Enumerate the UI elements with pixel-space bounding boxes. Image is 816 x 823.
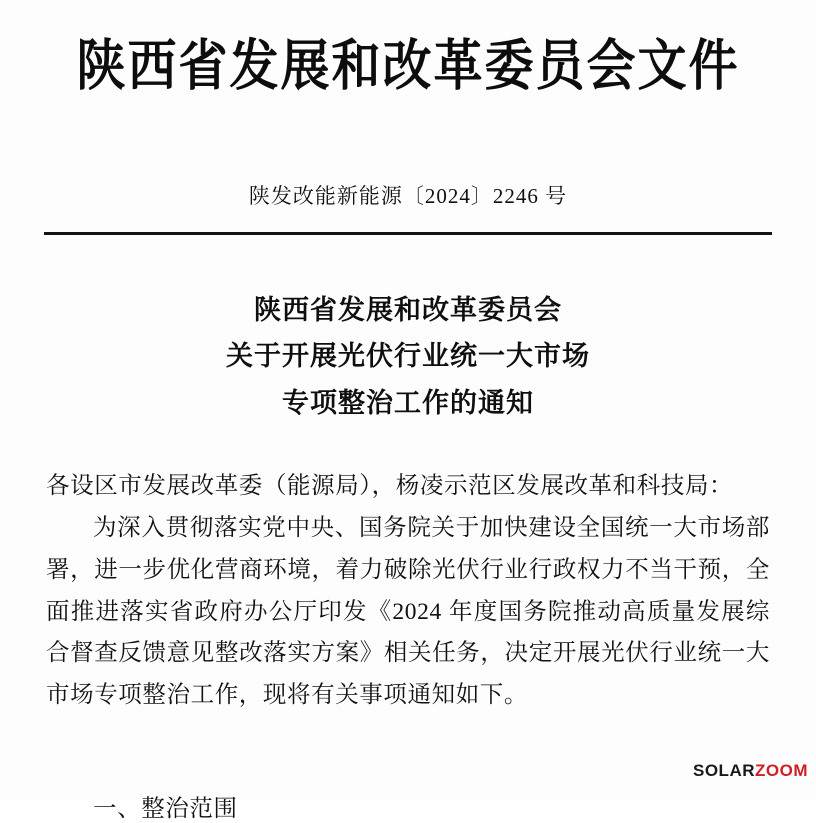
watermark-prefix: SOLAR bbox=[693, 761, 755, 780]
title-line-2: 关于开展光伏行业统一大市场 bbox=[226, 341, 590, 372]
header-divider bbox=[44, 232, 772, 235]
watermark-suffix: ZOOM bbox=[755, 761, 808, 780]
masthead bbox=[0, 0, 816, 98]
watermark bbox=[693, 761, 808, 781]
document-title bbox=[0, 287, 816, 426]
issuing-authority-title: 陕西省发展和改革委员会文件 bbox=[76, 32, 740, 98]
title-line-3: 专项整治工作的通知 bbox=[282, 387, 534, 418]
title-line-1: 陕西省发展和改革委员会 bbox=[254, 294, 562, 325]
addressee-line: 各设区市发展改革委（能源局），杨凌示范区发展改革和科技局： bbox=[46, 473, 734, 500]
document-body bbox=[46, 466, 770, 717]
document-number: 陕发改能新能源〔2024〕2246 号 bbox=[248, 183, 568, 208]
body-paragraph-1: 为深入贯彻落实党中央、国务院关于加快建设全国统一大市场部署，进一步优化营商环境，着力破除光伏行业行政权力不当干预，全面推进落实省政府办公厅印发《2024 年度国务院推动高质量发展综合督查反馈意见整改落实方案》相关任务，决定开展光伏行业统一大市场专项整治工作，现将有关事项通知如下。 bbox=[46, 514, 770, 709]
body-paragraph-2-cutoff: 一、整治范围 bbox=[93, 796, 238, 822]
